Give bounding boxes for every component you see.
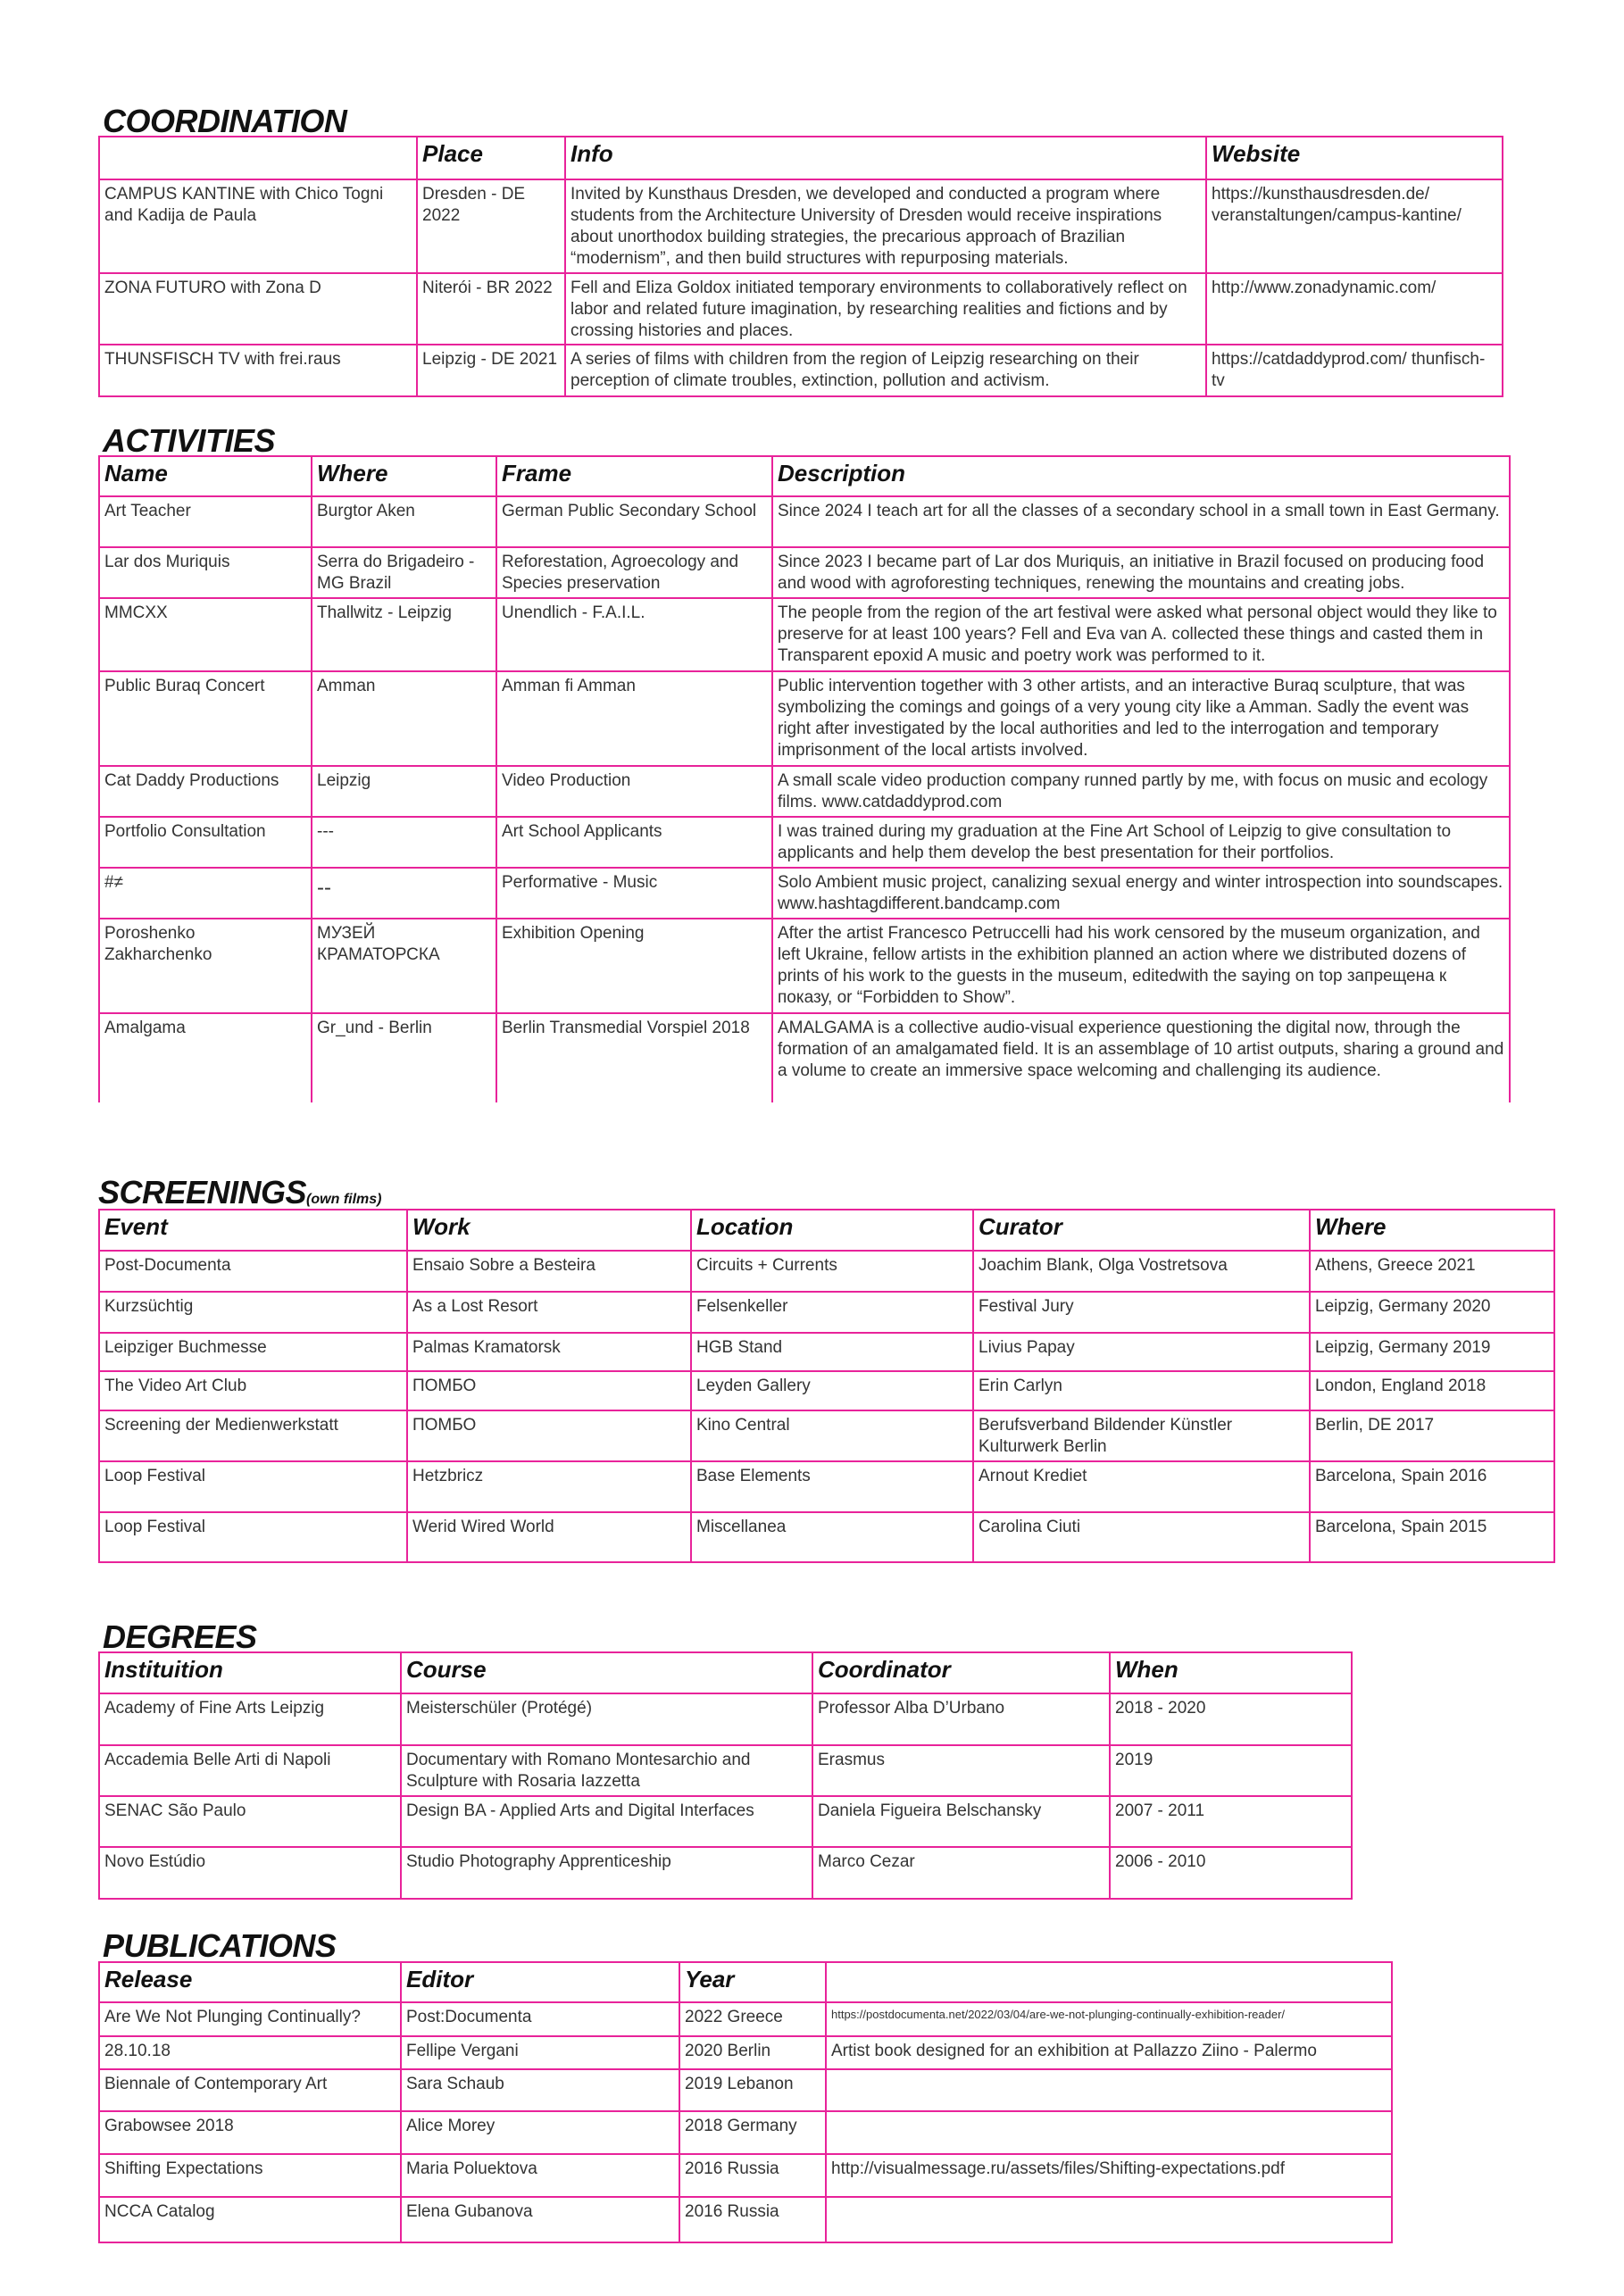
cell-location: Miscellanea	[691, 1512, 973, 1562]
table-row	[99, 496, 1510, 547]
table-row	[99, 1410, 1554, 1461]
table-row	[99, 1371, 1554, 1410]
table-row	[99, 1693, 1352, 1745]
column-header-place: Place	[417, 137, 565, 179]
cell-editor: Sara Schaub	[401, 2069, 679, 2111]
column-header-location: Location	[691, 1210, 973, 1251]
table-row	[99, 547, 1510, 598]
cell-name: MMCXX	[99, 598, 312, 671]
table-row	[99, 1745, 1352, 1796]
column-header-info: Info	[565, 137, 1206, 179]
cell-event: Loop Festival	[99, 1512, 407, 1562]
cell-coordinator: Erasmus	[812, 1745, 1110, 1796]
cell-when: 2006 - 2010	[1110, 1847, 1352, 1899]
cell-where: Barcelona, Spain 2016	[1310, 1461, 1554, 1512]
table-row	[99, 273, 1503, 345]
cell-note	[826, 2111, 1392, 2154]
table-row	[99, 345, 1503, 396]
cell-info: Fell and Eliza Goldox initiated temporary environments to collaboratively reflect on labor and related future imagination, by researching realities and fictions and by crossing histories and places.	[565, 273, 1206, 345]
degrees-title: DEGREES	[103, 1618, 257, 1655]
cell-where: Amman	[312, 671, 496, 766]
cell-where: Barcelona, Spain 2015	[1310, 1512, 1554, 1562]
cell-frame: Video Production	[496, 766, 772, 817]
publications-table	[98, 1961, 1393, 2243]
column-header-institution: Instituition	[99, 1652, 401, 1693]
table-row	[99, 179, 1503, 273]
table-row	[99, 2069, 1392, 2111]
cell-year: 2022 Greece	[679, 2002, 826, 2036]
cell-where: Leipzig, Germany 2020	[1310, 1292, 1554, 1333]
column-header-course: Course	[401, 1652, 812, 1693]
coordination-title: COORDINATION	[103, 103, 347, 139]
cell-location: Leyden Gallery	[691, 1371, 973, 1410]
table-header-row	[99, 1962, 1392, 2002]
cell-name: Portfolio Consultation	[99, 817, 312, 868]
cell-curator: Erin Carlyn	[973, 1371, 1310, 1410]
cell-name: #≠	[99, 868, 312, 919]
cell-description: AMALGAMA is a collective audio-visual experience questioning the digital now, through the formation of an amalgamated field. It is an assemblage of 10 artist outputs, sharing a ground and a volume to create an immersive space welcoming and challenging its audience.	[772, 1013, 1510, 1102]
cell-where: МУЗЕЙ КРАМАТОРСКА	[312, 919, 496, 1013]
column-header-where: Where	[1310, 1210, 1554, 1251]
cell-frame: Reforestation, Agroecology and Species preservation	[496, 547, 772, 598]
cell-info: A series of films with children from the region of Leipzig researching on their perception of climate troubles, extinction, pollution and activism.	[565, 345, 1206, 396]
cell-release: Biennale of Contemporary Art	[99, 2069, 401, 2111]
column-header-work: Work	[407, 1210, 691, 1251]
cell-release: NCCA Catalog	[99, 2197, 401, 2242]
table-row	[99, 598, 1510, 671]
cell-year: 2019 Lebanon	[679, 2069, 826, 2111]
table-row	[99, 766, 1510, 817]
cell-where: Gr_und - Berlin	[312, 1013, 496, 1102]
cell-description: Since 2024 I teach art for all the classes of a secondary school in a small town in East Germany.	[772, 496, 1510, 547]
coordination-table	[98, 136, 1503, 397]
table-row	[99, 671, 1510, 766]
cell-frame: Unendlich - F.A.I.L.	[496, 598, 772, 671]
cell-note	[826, 2197, 1392, 2242]
cell-work: ПОМБО	[407, 1410, 691, 1461]
cell-year: 2016 Russia	[679, 2154, 826, 2197]
column-header-year: Year	[679, 1962, 826, 2002]
cell-release: Shifting Expectations	[99, 2154, 401, 2197]
cell-location: HGB Stand	[691, 1333, 973, 1371]
cell-name: Amalgama	[99, 1013, 312, 1102]
cell-location: Circuits + Currents	[691, 1251, 973, 1292]
cell-release: Are We Not Plunging Continually?	[99, 2002, 401, 2036]
cell-course: Documentary with Romano Montesarchio and Sculpture with Rosaria Iazzetta	[401, 1745, 812, 1796]
cell-institution: Academy of Fine Arts Leipzig	[99, 1693, 401, 1745]
cell-event: The Video Art Club	[99, 1371, 407, 1410]
table-row	[99, 868, 1510, 919]
cell-where: Thallwitz - Leipzig	[312, 598, 496, 671]
cell-coordinator: Marco Cezar	[812, 1847, 1110, 1899]
cell-place: Dresden - DE 2022	[417, 179, 565, 273]
cell-editor: Post:Documenta	[401, 2002, 679, 2036]
cell-where: ---	[312, 817, 496, 868]
cell-when: 2019	[1110, 1745, 1352, 1796]
cell-name: Lar dos Muriquis	[99, 547, 312, 598]
cell-editor: Fellipe Vergani	[401, 2036, 679, 2069]
cell-location: Base Elements	[691, 1461, 973, 1512]
cell-description: The people from the region of the art festival were asked what personal object would they like to preserve for at least 100 years? Fell and Eva van A. collected these things and casted them in Transparent epoxid A music and poetry work was performed to it.	[772, 598, 1510, 671]
cell-curator: Joachim Blank, Olga Vostretsova	[973, 1251, 1310, 1292]
cell-description: Solo Ambient music project, canalizing sexual energy and winter introspection into soundscapes. www.hashtagdifferent.bandcamp.com	[772, 868, 1510, 919]
table-row	[99, 2036, 1392, 2069]
cell-note: Artist book designed for an exhibition at Pallazzo Ziino - Palermo	[826, 2036, 1392, 2069]
cell-frame: German Public Secondary School	[496, 496, 772, 547]
cell-location: Felsenkeller	[691, 1292, 973, 1333]
cell-place: Leipzig - DE 2021	[417, 345, 565, 396]
cell-work: Werid Wired World	[407, 1512, 691, 1562]
cell-name: Cat Daddy Productions	[99, 766, 312, 817]
cell-editor: Alice Morey	[401, 2111, 679, 2154]
cell-info: Invited by Kunsthaus Dresden, we developed and conducted a program where students from the Architecture University of Dresden would receive inspirations about unorthodox building strategies, the precarious approach of Brazilian “modernism”, and then build structures with repurposing materials.	[565, 179, 1206, 273]
cell-where: London, England 2018	[1310, 1371, 1554, 1410]
cell-where: Athens, Greece 2021	[1310, 1251, 1554, 1292]
table-row	[99, 1333, 1554, 1371]
column-header-name	[99, 137, 417, 179]
table-row	[99, 1847, 1352, 1899]
cell-editor: Elena Gubanova	[401, 2197, 679, 2242]
table-row	[99, 919, 1510, 1013]
cell-place: Niterói - BR 2022	[417, 273, 565, 345]
cell-course: Meisterschüler (Protégé)	[401, 1693, 812, 1745]
table-row	[99, 2154, 1392, 2197]
column-header-description: Description	[772, 456, 1510, 496]
publications-title: PUBLICATIONS	[103, 1927, 337, 1964]
cell-description: Since 2023 I became part of Lar dos Muriquis, an initiative in Brazil focused on producing food and wood with agroforesting techniques, renewing the mountains and creating jobs.	[772, 547, 1510, 598]
column-header-website: Website	[1206, 137, 1503, 179]
cell-link[interactable]: http://visualmessage.ru/assets/files/Shifting-expectations.pdf	[826, 2154, 1392, 2197]
column-header-editor: Editor	[401, 1962, 679, 2002]
table-row	[99, 1461, 1554, 1512]
cell-frame: Berlin Transmedial Vorspiel 2018	[496, 1013, 772, 1102]
cell-when: 2007 - 2011	[1110, 1796, 1352, 1847]
cell-course: Design BA - Applied Arts and Digital Interfaces	[401, 1796, 812, 1847]
cell-where: Serra do Brigadeiro - MG Brazil	[312, 547, 496, 598]
cell-work: Palmas Kramatorsk	[407, 1333, 691, 1371]
column-header-event: Event	[99, 1210, 407, 1251]
cell-work: As a Lost Resort	[407, 1292, 691, 1333]
cell-name: THUNSFISCH TV with frei.raus	[99, 345, 417, 396]
cell-curator: Livius Papay	[973, 1333, 1310, 1371]
screenings-subtitle: (own films)	[306, 1192, 382, 1207]
cell-release: Grabowsee 2018	[99, 2111, 401, 2154]
screenings-table	[98, 1209, 1555, 1563]
cell-description: After the artist Francesco Petruccelli had his work censored by the museum organization, and left Ukraine, fellow artists in the exhibition planned an action where we distributed dozens of prints of his work to the guests in the museum, editedwith the saying on top запрещена к показу, or “Forbidden to Show”.	[772, 919, 1510, 1013]
cell-event: Loop Festival	[99, 1461, 407, 1512]
cell-name: CAMPUS KANTINE with Chico Togni and Kadija de Paula	[99, 179, 417, 273]
degrees-table	[98, 1651, 1353, 1900]
activities-table	[98, 455, 1511, 1102]
cell-frame: Exhibition Opening	[496, 919, 772, 1013]
cell-where: Leipzig	[312, 766, 496, 817]
cell-curator: Arnout Krediet	[973, 1461, 1310, 1512]
column-header-when: When	[1110, 1652, 1352, 1693]
cell-name: ZONA FUTURO with Zona D	[99, 273, 417, 345]
table-row	[99, 1292, 1554, 1333]
cell-where: Berlin, DE 2017	[1310, 1410, 1554, 1461]
cell-coordinator: Professor Alba D’Urbano	[812, 1693, 1110, 1745]
cell-website-link[interactable]: https://catdaddyprod.com/ thunfisch-tv	[1206, 345, 1503, 396]
table-row	[99, 2111, 1392, 2154]
cell-name: Art Teacher	[99, 496, 312, 547]
table-row	[99, 817, 1510, 868]
cell-year: 2018 Germany	[679, 2111, 826, 2154]
cell-institution: SENAC São Paulo	[99, 1796, 401, 1847]
cell-year: 2020 Berlin	[679, 2036, 826, 2069]
cell-institution: Novo Estúdio	[99, 1847, 401, 1899]
cell-description: Public intervention together with 3 other artists, and an interactive Buraq sculpture, that was symbolizing the comings and goings of a very young city like a Amman. Sadly the event was right after investigated by the local authorities and led to the interrogation and temporary imprisonment of the local artists involved.	[772, 671, 1510, 766]
cell-course: Studio Photography Apprenticeship	[401, 1847, 812, 1899]
table-header-row	[99, 137, 1503, 179]
cell-location: Kino Central	[691, 1410, 973, 1461]
column-header-curator: Curator	[973, 1210, 1310, 1251]
cell-curator: Festival Jury	[973, 1292, 1310, 1333]
column-header-where: Where	[312, 456, 496, 496]
cell-year: 2016 Russia	[679, 2197, 826, 2242]
cell-curator: Berufsverband Bildender Künstler Kulturwerk Berlin	[973, 1410, 1310, 1461]
cell-event: Leipziger Buchmesse	[99, 1333, 407, 1371]
cell-curator: Carolina Ciuti	[973, 1512, 1310, 1562]
table-row	[99, 1512, 1554, 1562]
table-row	[99, 2197, 1392, 2242]
cell-institution: Accademia Belle Arti di Napoli	[99, 1745, 401, 1796]
table-header-row	[99, 456, 1510, 496]
cell-where: --	[312, 868, 496, 919]
cell-frame: Art School Applicants	[496, 817, 772, 868]
table-header-row	[99, 1652, 1352, 1693]
cell-event: Post-Documenta	[99, 1251, 407, 1292]
table-row	[99, 2002, 1392, 2036]
column-header-frame: Frame	[496, 456, 772, 496]
column-header-release: Release	[99, 1962, 401, 2002]
screenings-title-text: SCREENINGS	[98, 1174, 307, 1210]
cell-event: Screening der Medienwerkstatt	[99, 1410, 407, 1461]
activities-title: ACTIVITIES	[103, 422, 276, 459]
cell-name: Poroshenko Zakharchenko	[99, 919, 312, 1013]
cell-work: ПОМБО	[407, 1371, 691, 1410]
table-row	[99, 1013, 1510, 1102]
cell-link[interactable]: https://postdocumenta.net/2022/03/04/are-we-not-plunging-continually-exhibition-reader/	[826, 2002, 1392, 2036]
cell-editor: Maria Poluektova	[401, 2154, 679, 2197]
cell-frame: Amman fi Amman	[496, 671, 772, 766]
cell-note	[826, 2069, 1392, 2111]
cell-website-link[interactable]: https://kunsthausdresden.de/ veranstaltungen/campus-kantine/	[1206, 179, 1503, 273]
cell-work: Hetzbricz	[407, 1461, 691, 1512]
cell-work: Ensaio Sobre a Besteira	[407, 1251, 691, 1292]
cell-release: 28.10.18	[99, 2036, 401, 2069]
cell-website-link[interactable]: http://www.zonadynamic.com/	[1206, 273, 1503, 345]
table-row	[99, 1796, 1352, 1847]
cell-coordinator: Daniela Figueira Belschansky	[812, 1796, 1110, 1847]
screenings-title	[98, 1174, 382, 1210]
table-row	[99, 1251, 1554, 1292]
column-header-name: Name	[99, 456, 312, 496]
table-header-row	[99, 1210, 1554, 1251]
cell-description: A small scale video production company runned partly by me, with focus on music and ecology films. www.catdaddyprod.com	[772, 766, 1510, 817]
cell-name: Public Buraq Concert	[99, 671, 312, 766]
column-header-coordinator: Coordinator	[812, 1652, 1110, 1693]
cell-description: I was trained during my graduation at the Fine Art School of Leipzig to give consultation to applicants and help them develop the best presentation for their portfolios.	[772, 817, 1510, 868]
cell-event: Kurzsüchtig	[99, 1292, 407, 1333]
column-header-notes	[826, 1962, 1392, 2002]
cell-frame: Performative - Music	[496, 868, 772, 919]
cell-when: 2018 - 2020	[1110, 1693, 1352, 1745]
cell-where: Burgtor Aken	[312, 496, 496, 547]
cell-where: Leipzig, Germany 2019	[1310, 1333, 1554, 1371]
